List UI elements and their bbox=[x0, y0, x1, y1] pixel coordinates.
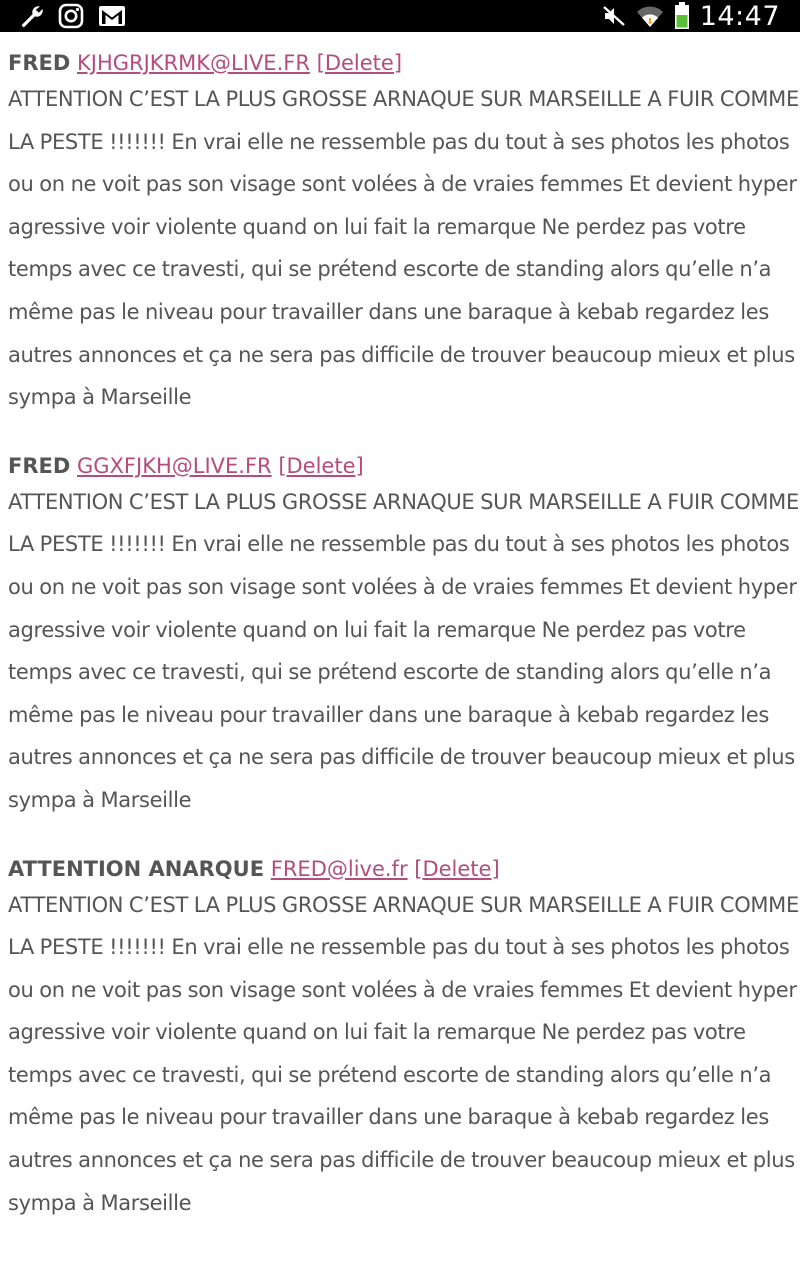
comment-item bbox=[8, 838, 800, 1225]
system-icons bbox=[602, 1, 780, 32]
notification-icons bbox=[18, 3, 140, 29]
comment-header bbox=[8, 32, 800, 78]
clock: 14:47 bbox=[699, 0, 780, 32]
comment-header bbox=[8, 838, 800, 884]
delete-link[interactable]: [Delete] bbox=[414, 856, 500, 881]
comment-body: ATTENTION C’EST LA PLUS GROSSE ARNAQUE SUR MARSEILLE A FUIR COMME LA PESTE !!!!!!! En vrai elle ne ressemble pas du tout à ses photos les photos ou on ne voit pas son visage sont volées à de vraies femmes Et devient hyper agressive voir violente quand on lui fait la remarque Ne perdez pas votre temps avec ce travesti, qui se prétend escorte de standing alors qu’elle n’a même pas le niveau pour travailler dans une baraque à kebab regardez les autres annonces et ça ne sera pas difficile de trouver beaucoup mieux et plus sympa à Marseille bbox=[8, 892, 799, 1215]
author-email-link[interactable]: KJHGRJKRMK@LIVE.FR bbox=[76, 51, 310, 75]
wifi-icon bbox=[636, 3, 664, 29]
wrench-icon bbox=[18, 3, 44, 29]
delete-link[interactable]: [Delete] bbox=[316, 51, 403, 75]
comment-item bbox=[8, 435, 800, 822]
comment-item bbox=[8, 32, 800, 419]
comment-body: ATTENTION C’EST LA PLUS GROSSE ARNAQUE SUR MARSEILLE A FUIR COMME LA PESTE !!!!!!! En vrai elle ne ressemble pas du tout à ses photos les photos ou on ne voit pas son visage sont volées à de vraies femmes Et devient hyper agressive voir violente quand on lui fait la remarque Ne perdez pas votre temps avec ce travesti, qui se prétend escorte de standing alors qu’elle n’a même pas le niveau pour travailler dans une baraque à kebab regardez les autres annonces et ça ne sera pas difficile de trouver beaucoup mieux et plus sympa à Marseille bbox=[8, 87, 799, 410]
delete-link[interactable]: [Delete] bbox=[278, 453, 364, 478]
comment-list bbox=[0, 32, 800, 1224]
instagram-icon bbox=[58, 3, 84, 29]
status-bar bbox=[0, 0, 800, 32]
comment-header bbox=[8, 435, 800, 481]
author-email-link[interactable]: FRED@live.fr bbox=[270, 856, 408, 881]
comment-body: ATTENTION C’EST LA PLUS GROSSE ARNAQUE SUR MARSEILLE A FUIR COMME LA PESTE !!!!!!! En vrai elle ne ressemble pas du tout à ses photos les photos ou on ne voit pas son visage sont volées à de vraies femmes Et devient hyper agressive voir violente quand on lui fait la remarque Ne perdez pas votre temps avec ce travesti, qui se prétend escorte de standing alors qu’elle n’a même pas le niveau pour travailler dans une baraque à kebab regardez les autres annonces et ça ne sera pas difficile de trouver beaucoup mieux et plus sympa à Marseille bbox=[8, 489, 799, 812]
author-email-link[interactable]: GGXFJKH@LIVE.FR bbox=[76, 453, 272, 478]
gmail-icon bbox=[98, 4, 126, 28]
mute-icon bbox=[602, 4, 626, 28]
comment-author: FRED bbox=[8, 453, 71, 478]
comment-author: FRED bbox=[8, 51, 71, 75]
comment-author: ATTENTION ANARQUE bbox=[8, 856, 265, 881]
battery-icon bbox=[674, 2, 690, 30]
